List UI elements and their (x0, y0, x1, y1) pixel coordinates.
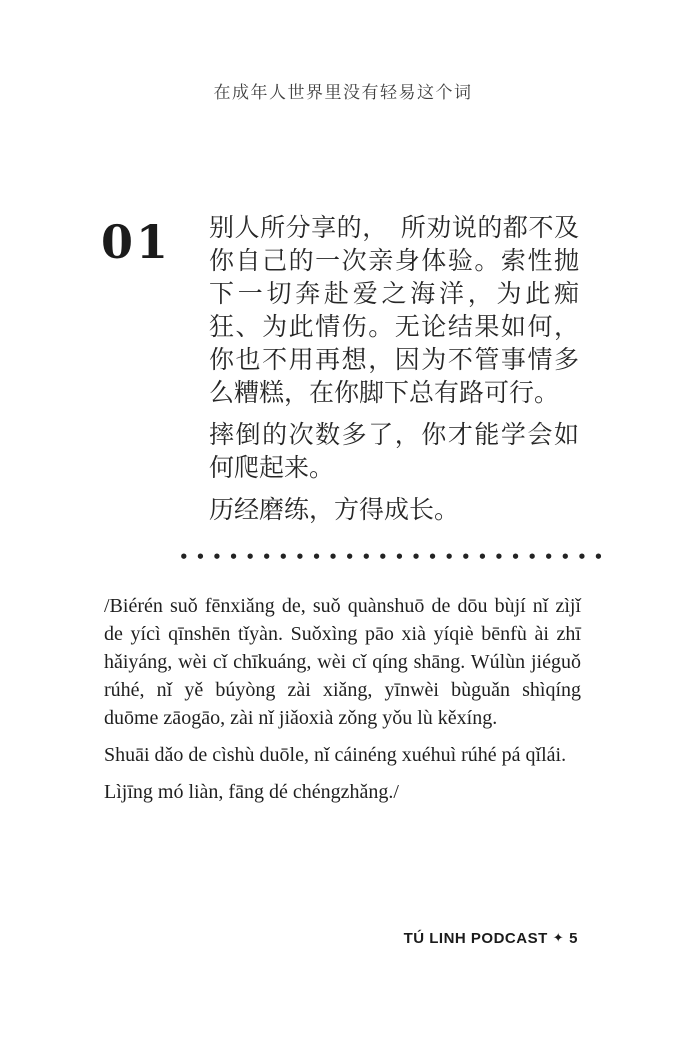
section-number: 01 (101, 215, 172, 269)
chinese-paragraph-3: 历经磨练，方得成长。 (209, 497, 460, 524)
chinese-text-block (209, 212, 579, 527)
pinyin-text-block (104, 592, 581, 806)
pinyin-paragraph-2: Shuāi dǎo de cìshù duōle, nǐ cáinéng xuéhuì rúhé pá qǐlái. (104, 744, 567, 766)
dotted-separator: •••••••••••••••••••••••••• (179, 548, 611, 566)
footer-brand: TÚ LINH PODCAST (403, 930, 548, 947)
running-header: 在成年人世界里没有轻易这个词 (213, 83, 473, 102)
chinese-paragraph-2: 摔倒的次数多了，你才能学会如何爬起来。 (209, 422, 579, 482)
pinyin-paragraph-3: Lìjīng mó liàn, fāng dé chéngzhǎng./ (104, 781, 399, 803)
pinyin-paragraph-1: /Biérén suǒ fēnxiǎng de, suǒ quànshuō de dōu bùjí nǐ zìjǐ de yícì qīnshēn tǐyàn. Suǒxìng pāo xià yíqiè bēnfù ài zhī hǎiyáng, wèi cǐ chīkuáng, wèi cǐ qíng shāng. Wúlùn jiéguǒ rúhé, nǐ yě búyòng zài xiǎng, yīnwèi bùguǎn shìqíng duōme zāogāo, zài nǐ jiǎoxià zǒng yǒu lù kěxíng. (104, 595, 581, 729)
chinese-paragraph-1: 别人所分享的， 所劝说的都不及你自己的一次亲身体验。索性抛下一切奔赴爱之海洋，为此痴狂、为此情伤。无论结果如何，你也不用再想，因为不管事情多么糟糕，在你脚下总有路可行。 (209, 215, 579, 407)
page-footer (404, 930, 578, 947)
star-icon: ✦ (552, 930, 565, 945)
footer-page-number: 5 (569, 930, 578, 947)
